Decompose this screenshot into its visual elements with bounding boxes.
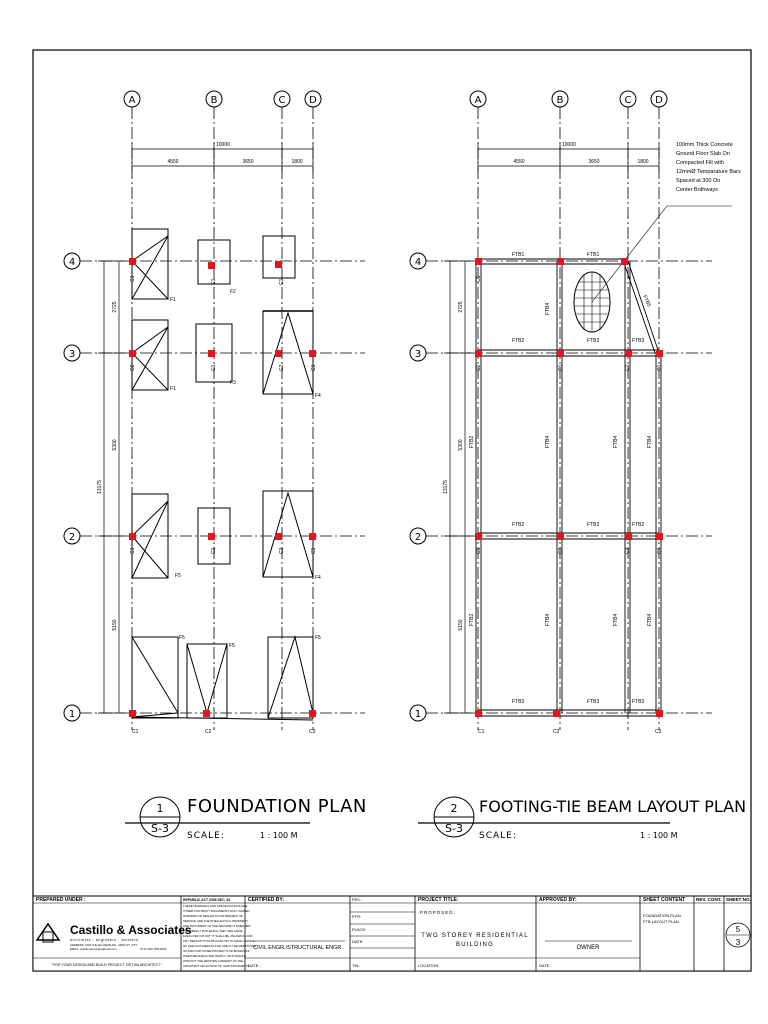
beam-ftb1-ab4: FTB1 <box>512 252 525 258</box>
col-label-b3: C1 <box>211 364 217 371</box>
law-line-4: SERVICE, ARE THE INTELLECTUAL PROPERTY <box>183 919 249 923</box>
col-label-c4: C1 <box>279 278 285 285</box>
col-label-a3-r: C2 <box>476 364 482 371</box>
dim-total-y: 13175 <box>97 480 103 494</box>
dim-span-cd-r: 1800 <box>637 159 649 165</box>
grid-col-a-r: A <box>474 95 482 106</box>
title-sheet-2: S-3 <box>445 822 463 835</box>
tiebeam-plan <box>410 91 746 841</box>
column-b4-r <box>557 258 564 265</box>
sheet-no-label: SHEET NO. <box>726 897 751 902</box>
law-line-2: OTHER CONTRACT DOCUMENTS DULY SIGNED <box>183 909 250 913</box>
column-b1 <box>203 710 210 717</box>
date-label: DATE: <box>352 939 364 944</box>
scale-label-1: SCALE: <box>187 831 225 841</box>
label-f5-a2: F5 <box>175 573 181 579</box>
beam-ftb2-a32: FTB2 <box>469 435 475 448</box>
note-line-2: Ground Floor Slab On <box>676 151 730 157</box>
column-b3 <box>208 350 215 357</box>
beam-ftb2-cd2: FTB2 <box>632 522 645 528</box>
ptr-label: PTR: <box>352 914 362 919</box>
slab-hatch <box>574 206 732 332</box>
columns-right <box>475 258 663 717</box>
beam-ftb3-cd3: FTB3 <box>632 338 645 344</box>
col-label-d1-r: C3 <box>655 729 662 735</box>
dim-total-x-r: 10000 <box>562 142 576 148</box>
grid-bubbles-right <box>410 91 667 721</box>
note-line-5: Spaced at 300 On <box>676 178 721 184</box>
col-label-a1: C1 <box>132 729 139 735</box>
beam-ftb4-c21: FTB4 <box>613 613 619 626</box>
footing-f5-a1 <box>132 637 178 713</box>
footing-f4-c3 <box>263 311 313 394</box>
title-foundation-plan: FOUNDATION PLAN <box>187 796 367 817</box>
note-line-3: Compacted Fill with <box>676 160 724 166</box>
col-label-b2-r: C1 <box>558 547 564 554</box>
beam-ftb2-ab2: FTB2 <box>512 522 525 528</box>
column-d1-r <box>656 710 663 717</box>
column-a3-r <box>475 350 482 357</box>
foundation-plan <box>64 91 367 841</box>
law-line-9: OF SAID DOCUMENTS FOR USE IN THE REPETITION <box>183 944 257 948</box>
grid-col-d: D <box>309 95 317 106</box>
scale-label-2: SCALE: <box>479 831 517 841</box>
beam-ftb4-d32: FTB4 <box>647 435 653 448</box>
tin-label: TIN: <box>352 963 360 968</box>
column-b4 <box>208 262 215 269</box>
title-number-2: 2 <box>450 802 458 815</box>
col-label-b3-r: C1 <box>558 364 564 371</box>
beam-ftb4-d21: FTB4 <box>647 613 653 626</box>
column-b2 <box>208 533 215 540</box>
place-label: PLACE: <box>352 927 367 932</box>
beam-ftb2-ab3: FTB2 <box>512 338 525 344</box>
law-line-8: ANY PERSON TO DUPLICATE OR TO MAKE COPIES <box>183 939 254 943</box>
scale-value-2: 1 : 100 M <box>640 831 678 840</box>
label-f1-a3: F1 <box>170 386 176 392</box>
beam-ftb3-cd1: FTB3 <box>632 699 645 705</box>
column-c2 <box>275 533 282 540</box>
footing-f5-b1 <box>187 644 227 718</box>
grid-row-4: 4 <box>68 257 76 268</box>
beam-ftb3-bc2: FTB3 <box>587 522 600 528</box>
grid-row-2-r: 2 <box>414 532 422 543</box>
col-label-c3: C2 <box>279 364 285 371</box>
dim-span-cd: 1800 <box>291 159 303 165</box>
approved-by-label: APPROVED BY: <box>539 897 577 903</box>
beam-ftb3-bc1: FTB3 <box>587 699 600 705</box>
rev-cont-label: REV. CONT. <box>696 897 722 902</box>
company-address: ADDRESS: UNIT 5-B, ELLISE BLDG., MAIN ST. CITY <box>70 943 138 947</box>
grid-col-b: B <box>210 95 218 106</box>
column-a3 <box>129 350 136 357</box>
sheet-content-1: FOUNDATION PLAN <box>643 913 681 918</box>
dim-span-43: 2725 <box>112 301 118 313</box>
column-b2-r <box>557 533 564 540</box>
law-line-1: THESE DRAWINGS AND SPECIFICATIONS ARE <box>183 904 248 908</box>
company-subtitle: architects · engineers · builders <box>70 938 139 942</box>
column-a1-r <box>475 710 482 717</box>
grid-col-b-r: B <box>556 95 564 106</box>
column-c4 <box>275 261 282 268</box>
proposed-label: PROPOSED: <box>420 910 456 915</box>
grid-lines-left <box>80 107 365 730</box>
dim-span-21: 5150 <box>112 619 118 631</box>
location-label: LOCATION: <box>418 963 440 968</box>
column-a4 <box>129 258 136 265</box>
dim-total-x: 10000 <box>216 142 230 148</box>
label-f3-b3: F3 <box>230 380 236 386</box>
col-label-d3: C1 <box>311 364 317 371</box>
dim-span-bc-r: 3650 <box>588 159 600 165</box>
col-label-b1: C2 <box>205 729 212 735</box>
label-f4-c3: F4 <box>315 393 321 399</box>
col-label-c2-r: C3 <box>625 547 631 554</box>
column-b1-r <box>553 710 560 717</box>
title-block <box>33 896 751 971</box>
col-label-d3-r: C1 <box>657 364 663 371</box>
law-title: REPUBLIC ACT 9266 SEC. 33 <box>183 898 231 902</box>
project-name-1: TWO STOREY RESIDENTIAL <box>421 933 529 939</box>
footings <box>132 229 313 720</box>
beam-ftb4-b21: FTB4 <box>545 613 551 626</box>
tiebeam-title <box>418 797 746 841</box>
col-label-d2: C1 <box>311 547 317 554</box>
col-label-d1: C3 <box>309 729 316 735</box>
dim-total-y-r: 13175 <box>443 480 449 494</box>
column-b3-r <box>557 350 564 357</box>
grid-lines-right <box>426 107 712 730</box>
label-f1-a: F1 <box>170 297 176 303</box>
certified-by-label: CERTIFIED BY: <box>248 897 285 903</box>
note-line-1: 100mm Thick Concrete <box>676 142 733 148</box>
beam-ftb4-b32: FTB4 <box>545 435 551 448</box>
label-f4-c2: F4 <box>315 575 321 581</box>
column-d3-r <box>656 350 663 357</box>
col-label-d2-r: C1 <box>657 547 663 554</box>
beam-ftb1-bc4: FTB1 <box>587 252 600 258</box>
footing-f4-c2 <box>263 491 313 577</box>
grid-col-c: C <box>278 95 286 106</box>
dim-span-ab: 4550 <box>167 159 179 165</box>
grid-row-4-r: 4 <box>414 257 422 268</box>
col-label-a2-r: C1 <box>476 547 482 554</box>
columns-left <box>129 258 316 717</box>
grid-col-a: A <box>128 95 136 106</box>
law-line-6: THE OBJECT FOR WHICH THEY ARE MADE <box>183 929 243 933</box>
label-f5-b1: F5 <box>229 643 235 649</box>
label-f5-c1: F5 <box>315 635 321 641</box>
scale-value-1: 1 : 100 M <box>260 831 298 840</box>
sheet-content-label: SHEET CONTENT <box>643 897 686 903</box>
company-ctn: CTN: 0917-555-0000 <box>140 947 167 951</box>
law-line-13: ARCHITECT OR AUTHOR OF SAID DOCUMENTS <box>183 964 250 968</box>
project-name-2: BUILDING <box>456 942 494 948</box>
label-f5-a1: F5 <box>179 635 185 641</box>
foundation-title <box>125 796 367 841</box>
col-label-a1-r: C1 <box>478 729 485 735</box>
column-c4-r <box>621 258 628 265</box>
title-sheet-1: S-3 <box>151 822 169 835</box>
col-label-b1-r: C2 <box>553 729 560 735</box>
grid-col-c-r: C <box>624 95 632 106</box>
beam-ftb3-bc3: FTB3 <box>587 338 600 344</box>
column-d2 <box>309 533 316 540</box>
column-labels-right <box>476 275 663 735</box>
law-line-10: OF AND FOR OTHER PROJECTS OR BUILDINGS, <box>183 949 251 953</box>
grid-row-3: 3 <box>68 349 76 360</box>
sheet-content-2: FTB LAYOUT PLAN <box>643 919 679 924</box>
footing-labels <box>170 289 321 649</box>
footing-f2-c4 <box>263 236 295 278</box>
grid-row-3-r: 3 <box>414 349 422 360</box>
sheet-total: 3 <box>735 938 741 947</box>
column-c3 <box>275 350 282 357</box>
grid-row-1: 1 <box>68 709 76 720</box>
note-line-4: 12mmØ Temparature Bars <box>676 169 741 175</box>
owner-label: OWNER <box>576 945 600 951</box>
beam-ftb4-c32: FTB4 <box>613 435 619 448</box>
law-line-11: WHETHER EXECUTED PARTLY OR IN WHOLE <box>183 954 246 958</box>
col-label-a4-r: C1 <box>476 275 482 282</box>
column-d2-r <box>656 533 663 540</box>
column-c2-r <box>625 533 632 540</box>
grid-row-1-r: 1 <box>414 709 422 720</box>
slab-note <box>676 142 741 193</box>
column-a2 <box>129 533 136 540</box>
dim-span-43-r: 2725 <box>458 301 464 313</box>
dim-span-ab-r: 4550 <box>513 159 525 165</box>
tie-beams <box>476 259 661 716</box>
column-d1 <box>309 710 316 717</box>
sheet-number: 5 <box>735 925 741 934</box>
beam-ftb2-a21: FTB2 <box>469 613 475 626</box>
col-label-a3: C2 <box>130 364 136 371</box>
company-name: Castillo & Associates <box>70 923 192 937</box>
title-number-1: 1 <box>156 802 164 815</box>
column-c3-r <box>625 350 632 357</box>
project-title-label: PROJECT TITLE: <box>418 897 459 903</box>
company-motto: "FOR YOUR DESIGN AND BUILD PROJECT, GET AN ARCHITECT." <box>51 963 163 967</box>
beam-ftb5: FTB5 <box>641 294 652 308</box>
col-label-a4: C1 <box>130 275 136 282</box>
beam-ftb3-ab1: FTB3 <box>512 699 525 705</box>
law-line-5: AND DOCUMENT OF THE ARCHITECT WHETHER <box>183 924 251 928</box>
grid-col-d-r: D <box>655 95 663 106</box>
law-line-7: EXECUTED OR NOT. IT SHALL BE UNLAWFUL FOR <box>183 934 253 938</box>
beam-ftb4-b43: FTB4 <box>545 302 551 315</box>
column-a4-r <box>475 258 482 265</box>
dim-span-bc: 3650 <box>242 159 254 165</box>
company-email: EMAIL: castillo.associates@mail.com <box>70 947 117 951</box>
dim-span-32: 5300 <box>112 439 118 451</box>
col-label-b4: C1 <box>211 278 217 285</box>
column-d3 <box>309 350 316 357</box>
column-a2-r <box>475 533 482 540</box>
col-label-c2: C3 <box>279 547 285 554</box>
title-tiebeam-plan: FOOTING-TIE BEAM LAYOUT PLAN <box>479 797 747 816</box>
law-line-3: STAMPED OR SEALED AS INSTRUMENT OF <box>183 914 244 918</box>
col-label-a2: C1 <box>130 547 136 554</box>
grid-bubbles-left <box>64 91 321 721</box>
approved-date-label: DATE : <box>539 963 552 968</box>
note-line-6: Center Bothways <box>676 187 718 193</box>
label-f2-b: F2 <box>230 289 236 295</box>
col-label-c3-r: C2 <box>625 364 631 371</box>
certifier-title: CIVIL ENGR./STRUCTURAL ENGR. <box>253 945 343 951</box>
certified-date-label: DATE : <box>248 963 261 968</box>
grid-row-2: 2 <box>68 532 76 543</box>
col-label-b2: C1 <box>211 547 217 554</box>
dim-span-21-r: 5150 <box>458 619 464 631</box>
column-a1 <box>129 710 136 717</box>
prepared-under-label: PREPARED UNDER : <box>36 897 86 903</box>
dim-span-32-r: 5300 <box>458 439 464 451</box>
law-line-12: WITHOUT THE WRITTEN CONSENT OF THE <box>183 959 244 963</box>
prc-label: PRC: <box>352 897 362 902</box>
